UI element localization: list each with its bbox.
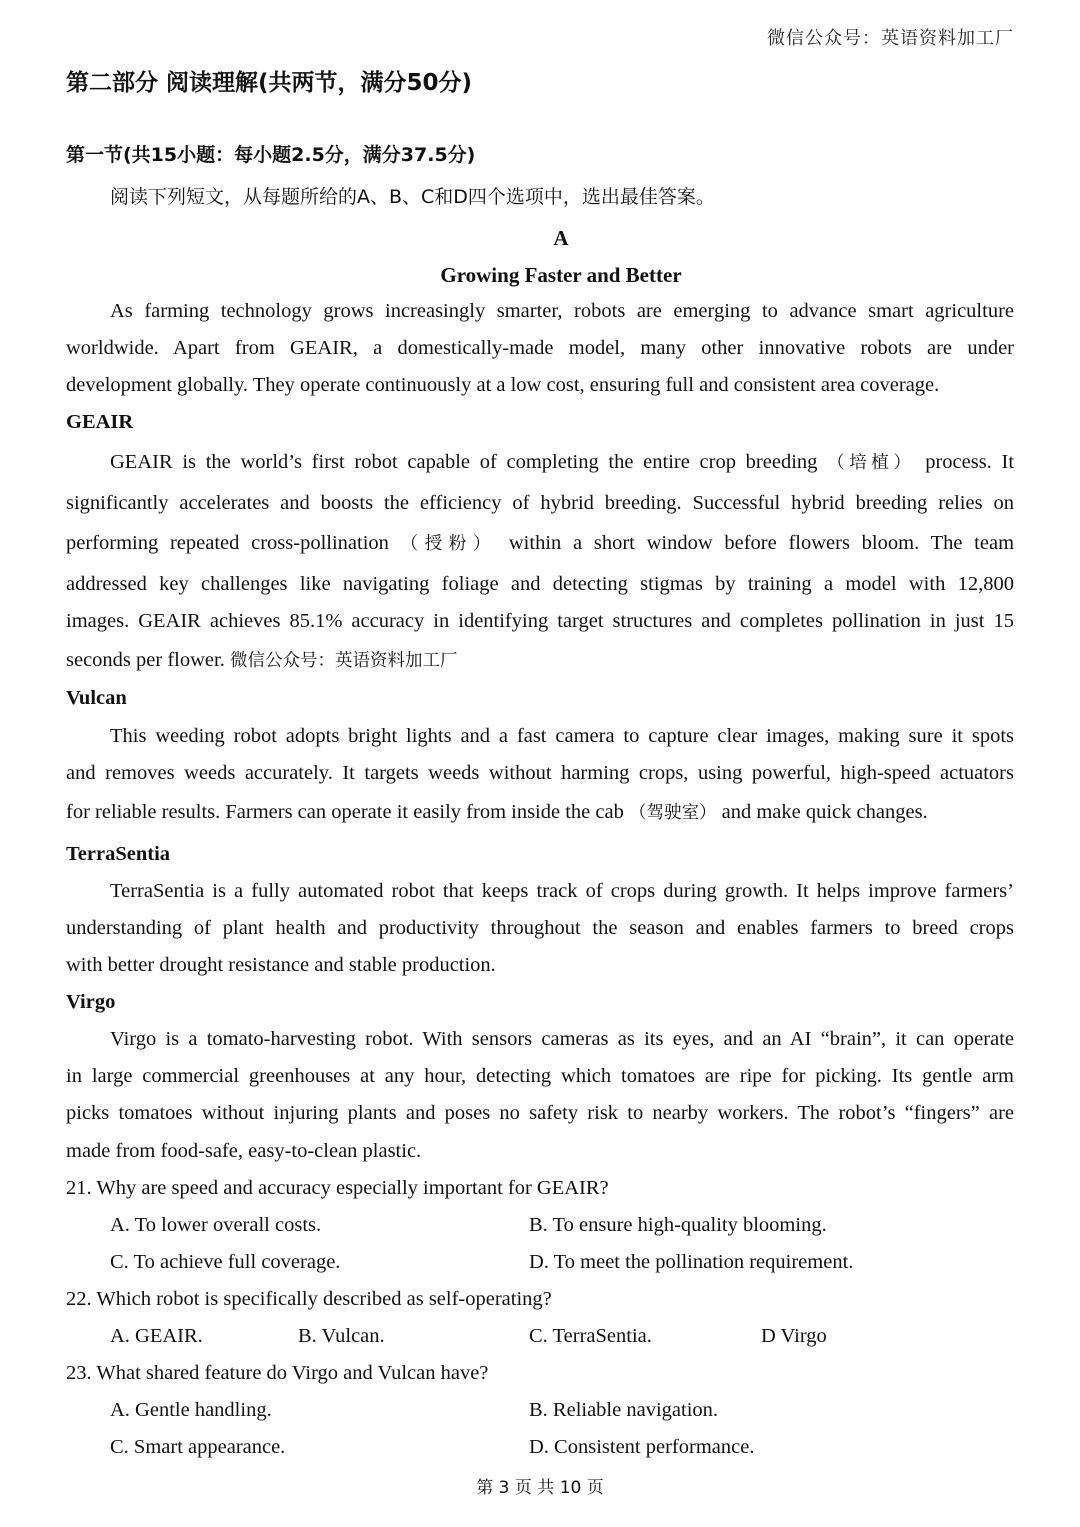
terrasentia-line-1: TerraSentia is a fully automated robot that keeps track of crops during growth. It helps improve farmers’ bbox=[110, 880, 1014, 902]
vulcan-line-1: This weeding robot adopts bright lights and a fast camera to capture clear images, making sure it spots bbox=[110, 725, 1014, 747]
geair-line-3-a: performing repeated cross-pollination bbox=[66, 532, 389, 554]
section-title: 第一节(共15小题：每小题2.5分，满分37.5分) bbox=[66, 144, 476, 166]
question-23-option-b: B. Reliable navigation. bbox=[529, 1399, 719, 1421]
geair-line-3-c: within a short window before flowers bloom. The team bbox=[508, 532, 1015, 554]
vulcan-gloss-cab: （驾驶室） bbox=[628, 803, 717, 823]
geair-line-1 bbox=[110, 449, 1014, 474]
virgo-line-4: made from food-safe, easy-to-clean plastic. bbox=[66, 1140, 422, 1162]
question-23-option-d: D. Consistent performance. bbox=[529, 1436, 755, 1458]
question-22-option-b: B. Vulcan. bbox=[298, 1325, 385, 1347]
question-22-stem: 22. Which robot is specifically described as self-operating? bbox=[66, 1288, 552, 1310]
inline-watermark: 微信公众号：英语资料加工厂 bbox=[229, 651, 458, 671]
page-footer: 第 3 页 共 10 页 bbox=[476, 1478, 604, 1498]
passage-letter: A bbox=[553, 226, 569, 250]
terrasentia-line-3: with better drought resistance and stable production. bbox=[66, 954, 496, 976]
passage-title: Growing Faster and Better bbox=[440, 263, 682, 287]
question-23-option-c: C. Smart appearance. bbox=[110, 1436, 286, 1458]
geair-gloss-breeding: （培植） bbox=[827, 453, 916, 473]
geair-line-5: images. GEAIR achieves 85.1% accuracy in identifying target structures and completes pollination in just 15 bbox=[66, 610, 1014, 632]
question-23-stem: 23. What shared feature do Virgo and Vulcan have? bbox=[66, 1362, 489, 1384]
geair-line-6 bbox=[66, 647, 457, 672]
intro-line-2: worldwide. Apart from GEAIR, a domestically-made model, many other innovative robots are under bbox=[66, 337, 1014, 359]
virgo-line-3: picks tomatoes without injuring plants and poses no safety risk to nearby workers. The robot’s “fingers” are bbox=[66, 1102, 1014, 1124]
terrasentia-heading: TerraSentia bbox=[66, 843, 171, 865]
geair-line-1-c: process. It bbox=[925, 451, 1015, 473]
virgo-line-2: in large commercial greenhouses at any hour, detecting which tomatoes are ripe for picking. Its gentle arm bbox=[66, 1065, 1014, 1087]
geair-heading: GEAIR bbox=[66, 411, 134, 433]
question-21-option-c: C. To achieve full coverage. bbox=[110, 1251, 341, 1273]
vulcan-line-2: and removes weeds accurately. It targets weeds without harming crops, using powerful, high-speed actuators bbox=[66, 762, 1014, 784]
question-21-option-d: D. To meet the pollination requirement. bbox=[529, 1251, 854, 1273]
vulcan-line-3-c: and make quick changes. bbox=[721, 801, 928, 823]
part-title: 第二部分 阅读理解(共两节，满分50分) bbox=[66, 70, 473, 96]
intro-line-1: As farming technology grows increasingly smarter, robots are emerging to advance smart agriculture bbox=[110, 300, 1014, 322]
terrasentia-line-2: understanding of plant health and productivity throughout the season and enables farmers to breed crops bbox=[66, 917, 1014, 939]
virgo-line-1: Virgo is a tomato-harvesting robot. With sensors cameras as its eyes, and an AI “brain”, it can operate bbox=[110, 1028, 1014, 1050]
question-23-option-a: A. Gentle handling. bbox=[110, 1399, 272, 1421]
geair-line-1-a: GEAIR is the world’s first robot capable of completing the entire crop breeding bbox=[110, 451, 818, 473]
vulcan-line-3-a: for reliable results. Farmers can operate it easily from inside the cab bbox=[66, 801, 624, 823]
question-21-stem: 21. Why are speed and accuracy especially important for GEAIR? bbox=[66, 1177, 609, 1199]
question-21-option-a: A. To lower overall costs. bbox=[110, 1214, 322, 1236]
vulcan-heading: Vulcan bbox=[66, 687, 127, 709]
vulcan-line-3 bbox=[66, 799, 928, 824]
geair-line-4: addressed key challenges like navigating foliage and detecting stigmas by training a model with 12,800 bbox=[66, 573, 1014, 595]
intro-line-3: development globally. They operate continuously at a low cost, ensuring full and consistent area coverage. bbox=[66, 374, 940, 396]
question-22-option-c: C. TerraSentia. bbox=[529, 1325, 652, 1347]
geair-gloss-pollination: （授粉） bbox=[400, 534, 498, 554]
question-21-option-b: B. To ensure high-quality blooming. bbox=[529, 1214, 827, 1236]
instructions: 阅读下列短文，从每题所给的A、B、C和D四个选项中，选出最佳答案。 bbox=[110, 186, 715, 208]
virgo-heading: Virgo bbox=[66, 991, 116, 1013]
header-watermark: 微信公众号：英语资料加工厂 bbox=[767, 28, 1014, 49]
geair-line-3 bbox=[66, 530, 1014, 555]
question-22-option-a: A. GEAIR. bbox=[110, 1325, 203, 1347]
geair-line-6-a: seconds per flower. bbox=[66, 649, 225, 671]
question-22-option-d: D Virgo bbox=[761, 1325, 827, 1347]
geair-line-2: significantly accelerates and boosts the efficiency of hybrid breeding. Successful hybrid breeding relies on bbox=[66, 492, 1014, 514]
